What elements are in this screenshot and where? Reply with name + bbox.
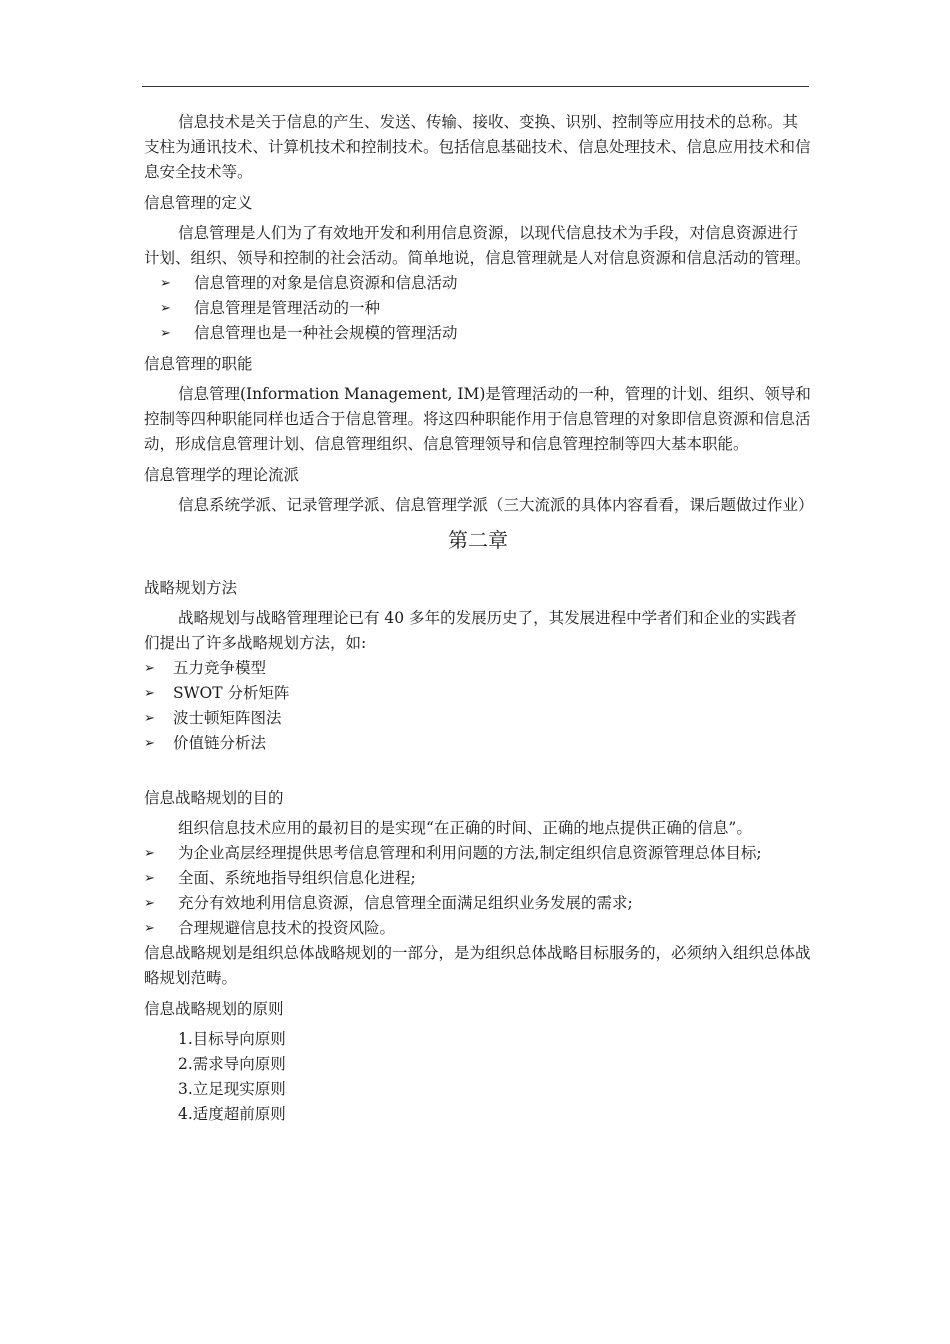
list-item: ➢ 为企业高层经理提供思考信息管理和利用问题的方法,制定组织信息资源管理总体目标;: [144, 841, 812, 866]
heading-theory-schools: 信息管理学的理论流派: [144, 466, 300, 484]
list-item: ➢ 信息管理的对象是信息资源和信息活动: [144, 271, 812, 296]
paragraph-im-definition: 信息管理是人们为了有效地开发和利用信息资源，以现代信息技术为手段，对信息资源进行计划、组织、领导和控制的社会活动。简单地说，信息管理就是人对信息资源和信息活动的管理。: [144, 224, 811, 267]
list-item: ➢ 五力竞争模型: [144, 656, 812, 681]
list-item: 2.需求导向原则: [178, 1055, 286, 1073]
list-item: ➢ 充分有效地利用信息资源，信息管理全面满足组织业务发展的需求;: [144, 891, 812, 916]
arrow-bullet-icon: ➢: [160, 301, 171, 316]
arrow-bullet-icon: ➢: [144, 846, 155, 861]
paragraph-strategy-scope: 信息战略规划是组织总体战略规划的一部分，是为组织总体战略目标服务的，必须纳入组织总体战略规划范畴。: [144, 944, 811, 987]
bullet-list-purpose: [144, 841, 812, 941]
list-item: ➢ 合理规避信息技术的投资风险。: [144, 916, 812, 941]
paragraph-theory-schools: 信息系统学派、记录管理学派、信息管理学派（三大流派的具体内容看看，课后题做过作业）: [178, 496, 814, 514]
list-item: 3.立足现实原则: [178, 1080, 286, 1098]
list-item: ➢ 价值链分析法: [144, 731, 812, 756]
arrow-bullet-icon: ➢: [144, 736, 155, 751]
arrow-bullet-icon: ➢: [160, 276, 171, 291]
arrow-bullet-icon: ➢: [144, 921, 155, 936]
paragraph-strategy-methods: 战略规划与战略管理理论已有 40 多年的发展历史了，其发展进程中学者们和企业的实践者们提出了许多战略规划方法，如:: [144, 609, 797, 652]
arrow-bullet-icon: ➢: [144, 896, 155, 911]
heading-strategy-principles: 信息战略规划的原则: [144, 1000, 284, 1018]
paragraph-im-functions: 信息管理(Information Management, IM)是管理活动的一种，管理的计划、组织、领导和控制等四种职能同样也适合于信息管理。将这四种职能作用于信息管理的对象即信息资源和信息活动，形成信息管理计划、信息管理组织、信息管理领导和信息管理控制等四大基本职能。: [144, 385, 811, 453]
principles-list: [178, 1027, 812, 1127]
list-item: 4.适度超前原则: [178, 1105, 286, 1123]
arrow-bullet-icon: ➢: [160, 326, 171, 341]
arrow-bullet-icon: ➢: [144, 661, 155, 676]
heading-strategy-purpose: 信息战略规划的目的: [144, 789, 284, 807]
arrow-bullet-icon: ➢: [144, 871, 155, 886]
document-body: [144, 110, 812, 1127]
list-item: ➢ 信息管理也是一种社会规模的管理活动: [144, 321, 812, 346]
paragraph-it-definition: 信息技术是关于信息的产生、发送、传输、接收、变换、识别、控制等应用技术的总称。其支柱为通讯技术、计算机技术和控制技术。包括信息基础技术、信息处理技术、信息应用技术和信息安全技术等。: [144, 113, 811, 181]
heading-im-functions: 信息管理的职能: [144, 355, 253, 373]
chapter-title: 第二章: [448, 528, 508, 552]
heading-im-definition: 信息管理的定义: [144, 194, 253, 212]
list-item: ➢ SWOT 分析矩阵: [144, 681, 812, 706]
header-rule: [142, 86, 809, 87]
list-item: ➢ 波士顿矩阵图法: [144, 706, 812, 731]
arrow-bullet-icon: ➢: [144, 686, 155, 701]
list-item: ➢ 信息管理是管理活动的一种: [144, 296, 812, 321]
list-item: 1.目标导向原则: [178, 1030, 286, 1048]
bullet-list-methods: [144, 656, 812, 756]
arrow-bullet-icon: ➢: [144, 711, 155, 726]
paragraph-strategy-purpose: 组织信息技术应用的最初目的是实现“在正确的时间、正确的地点提供正确的信息”。: [178, 819, 752, 837]
bullet-list-im: [144, 271, 812, 346]
spacer: [144, 756, 812, 780]
list-item: ➢ 全面、系统地指导组织信息化进程;: [144, 866, 812, 891]
heading-strategy-methods: 战略规划方法: [144, 579, 238, 597]
